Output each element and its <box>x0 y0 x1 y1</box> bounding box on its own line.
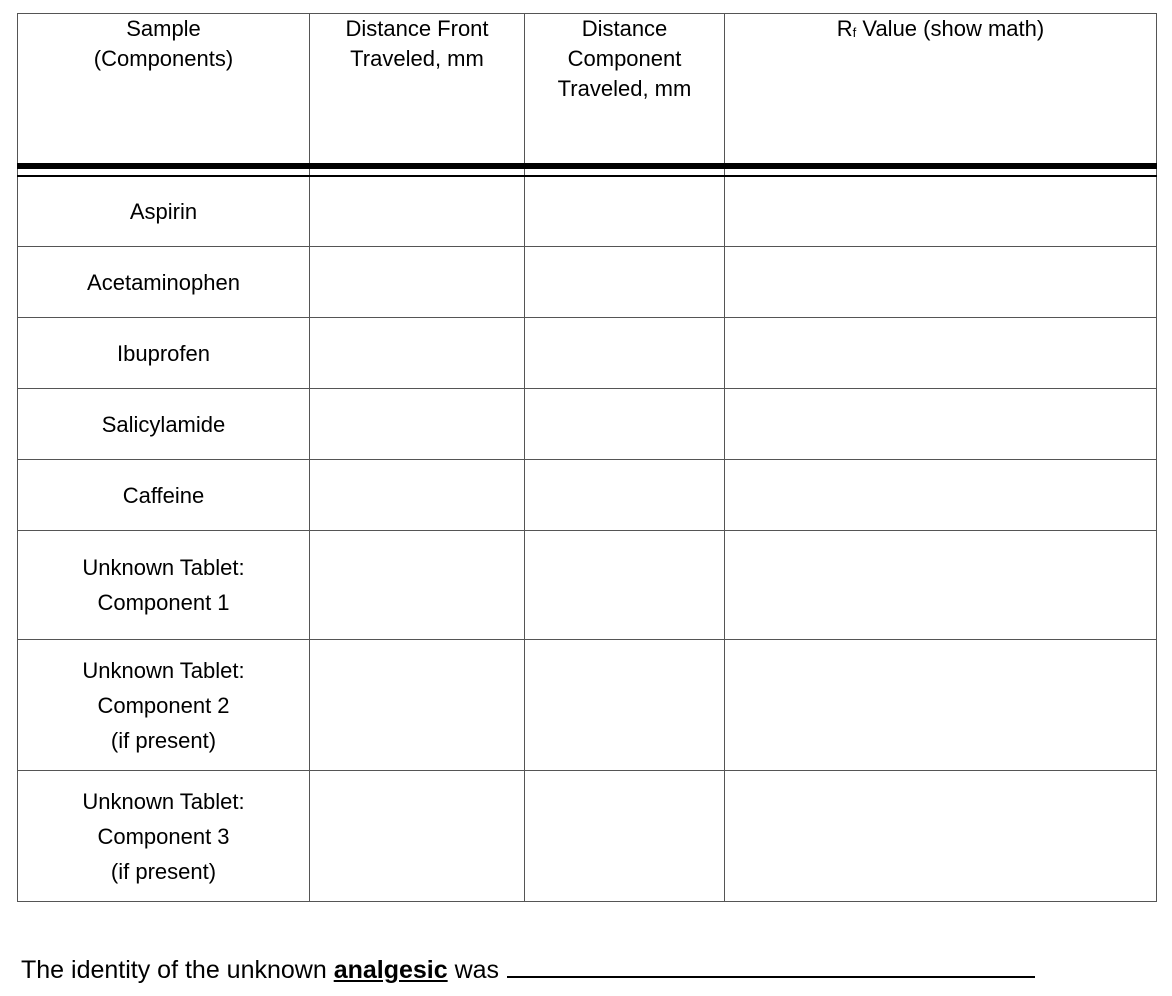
table-row <box>18 460 1157 531</box>
sample-name: Acetaminophen <box>87 269 240 295</box>
rf-value-cell[interactable] <box>725 389 1157 460</box>
distance-front-cell[interactable] <box>310 460 525 531</box>
header-distance-component-line3: Traveled, mm <box>557 76 692 101</box>
sample-name: Ibuprofen <box>117 340 210 366</box>
table-row <box>18 389 1157 460</box>
header-rf-subscript: f <box>852 25 857 40</box>
header-distance-component <box>525 14 725 166</box>
table-row <box>18 640 1157 771</box>
sample-cell <box>18 460 310 531</box>
separator-cell <box>725 166 1157 176</box>
header-components-label: (Components) <box>93 46 234 71</box>
distance-front-cell[interactable] <box>310 531 525 640</box>
rf-value-cell[interactable] <box>725 247 1157 318</box>
distance-front-cell[interactable] <box>310 389 525 460</box>
answer-blank-line[interactable] <box>507 950 1035 978</box>
distance-front-cell[interactable] <box>310 771 525 902</box>
distance-component-cell[interactable] <box>525 771 725 902</box>
header-distance-component-line2: Component <box>567 46 682 71</box>
unknown-identity-statement <box>21 950 1035 988</box>
distance-front-cell[interactable] <box>310 640 525 771</box>
header-distance-front-line2: Traveled, mm <box>350 46 484 71</box>
sample-name: Salicylamide <box>101 411 226 437</box>
results-table <box>17 13 1157 902</box>
sample-cell <box>18 176 310 247</box>
statement-prefix: The identity of the unknown <box>21 956 334 984</box>
distance-component-cell[interactable] <box>525 318 725 389</box>
header-sample <box>18 14 310 166</box>
header-sample-label: Sample <box>126 16 201 41</box>
sample-name-line2: Component 3 <box>97 823 230 849</box>
sample-name-line1: Unknown Tablet: <box>82 555 245 580</box>
rf-value-cell[interactable] <box>725 771 1157 902</box>
rf-value-cell[interactable] <box>725 640 1157 771</box>
rf-value-cell[interactable] <box>725 318 1157 389</box>
sample-name: Aspirin <box>129 198 198 224</box>
distance-front-cell[interactable] <box>310 176 525 247</box>
header-row <box>18 14 1157 166</box>
rf-value-cell[interactable] <box>725 460 1157 531</box>
sample-cell <box>18 771 310 902</box>
sample-name-line3: (if present) <box>110 727 217 753</box>
sample-cell <box>18 389 310 460</box>
header-distance-front <box>310 14 525 166</box>
distance-component-cell[interactable] <box>525 176 725 247</box>
sample-cell <box>18 531 310 640</box>
distance-front-cell[interactable] <box>310 318 525 389</box>
distance-front-cell[interactable] <box>310 247 525 318</box>
sample-name-line3: (if present) <box>110 858 217 884</box>
header-separator <box>18 166 1157 176</box>
header-rf-value <box>725 14 1157 166</box>
sample-name-line1: Unknown Tablet: <box>82 657 245 683</box>
sample-cell <box>18 247 310 318</box>
separator-cell <box>525 166 725 176</box>
statement-keyword: analgesic <box>333 956 448 984</box>
distance-component-cell[interactable] <box>525 640 725 771</box>
header-rf-rest: Value (show math) <box>856 16 1045 41</box>
separator-cell <box>18 166 310 176</box>
sample-cell <box>18 318 310 389</box>
distance-component-cell[interactable] <box>525 460 725 531</box>
header-distance-component-line1: Distance <box>581 16 668 41</box>
distance-component-cell[interactable] <box>525 247 725 318</box>
table-row <box>18 531 1157 640</box>
table-row <box>18 771 1157 902</box>
sample-name: Caffeine <box>122 482 205 508</box>
table-row <box>18 247 1157 318</box>
distance-component-cell[interactable] <box>525 531 725 640</box>
table-row <box>18 176 1157 247</box>
sample-name-line1: Unknown Tablet: <box>82 788 245 814</box>
table-row <box>18 318 1157 389</box>
header-rf-main: R <box>836 16 853 41</box>
header-distance-front-line1: Distance Front <box>345 16 489 41</box>
rf-value-cell[interactable] <box>725 176 1157 247</box>
rf-value-cell[interactable] <box>725 531 1157 640</box>
distance-component-cell[interactable] <box>525 389 725 460</box>
sample-name-line2: Component 2 <box>97 692 230 718</box>
sample-cell <box>18 640 310 771</box>
separator-cell <box>310 166 525 176</box>
statement-suffix: was <box>447 956 500 984</box>
sample-name-line2: Component 1 <box>97 590 230 615</box>
